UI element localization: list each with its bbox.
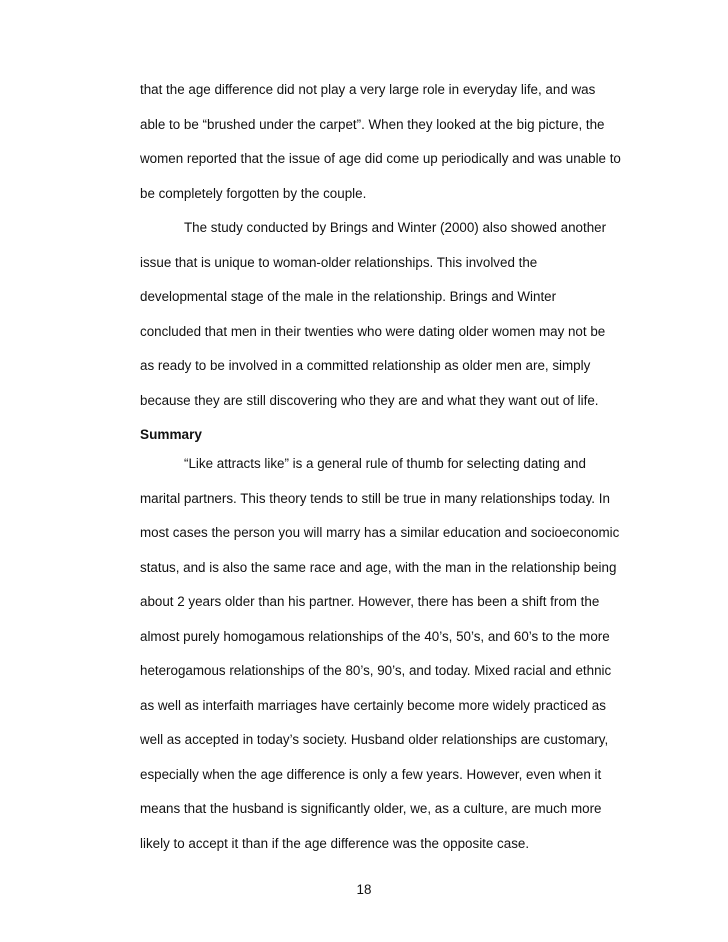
paragraph-2 bbox=[140, 214, 660, 421]
paragraph-3 bbox=[140, 450, 660, 864]
paragraph-line: as ready to be involved in a committed relationship as older men are, simply bbox=[140, 358, 591, 373]
paragraph-line: that the age difference did not play a very large role in everyday life, and was bbox=[140, 82, 596, 97]
document-body bbox=[140, 76, 660, 864]
paragraph-line: concluded that men in their twenties who were dating older women may not be bbox=[140, 323, 606, 339]
paragraph-line: heterogamous relationships of the 80’s, 90’s, and today. Mixed racial and ethnic bbox=[140, 663, 612, 678]
paragraph-line: especially when the age difference is only a few years. However, even when it bbox=[140, 766, 602, 782]
paragraph-line: as well as interfaith marriages have certainly become more widely practiced as bbox=[140, 697, 606, 713]
paragraph-line: able to be “brushed under the carpet”. When they looked at the big picture, the bbox=[140, 116, 605, 132]
paragraph-line: means that the husband is significantly older, we, as a culture, are much more bbox=[140, 801, 602, 816]
section-heading: Summary bbox=[140, 427, 202, 442]
paragraph-line: developmental stage of the male in the relationship. Brings and Winter bbox=[140, 289, 557, 304]
paragraph-line: be completely forgotten by the couple. bbox=[140, 185, 367, 201]
paragraph-line: about 2 years older than his partner. However, there has been a shift from the bbox=[140, 594, 600, 609]
page-number: 18 bbox=[356, 882, 372, 897]
paragraph-line: most cases the person you will marry has a similar education and socioeconomic bbox=[140, 525, 620, 540]
paragraph-line: well as accepted in today’s society. Husband older relationships are customary, bbox=[140, 732, 609, 747]
paragraph-line: women reported that the issue of age did come up periodically and was unable to bbox=[140, 151, 621, 166]
paragraph-line: marital partners. This theory tends to still be true in many relationships today. In bbox=[140, 490, 610, 506]
paragraph-line: The study conducted by Brings and Winter (2000) also showed another bbox=[184, 220, 607, 235]
paragraph-line: “Like attracts like” is a general rule of thumb for selecting dating and bbox=[184, 456, 586, 471]
paragraph-line: issue that is unique to woman-older relationships. This involved the bbox=[140, 254, 538, 270]
paragraph-line: status, and is also the same race and age, with the man in the relationship being bbox=[140, 559, 617, 575]
paragraph-line: almost purely homogamous relationships of the 40’s, 50’s, and 60’s to the more bbox=[140, 628, 610, 644]
paragraph-line: likely to accept it than if the age difference was the opposite case. bbox=[140, 835, 530, 851]
paragraph-1 bbox=[140, 76, 660, 214]
paragraph-line: because they are still discovering who they are and what they want out of life. bbox=[140, 392, 599, 408]
